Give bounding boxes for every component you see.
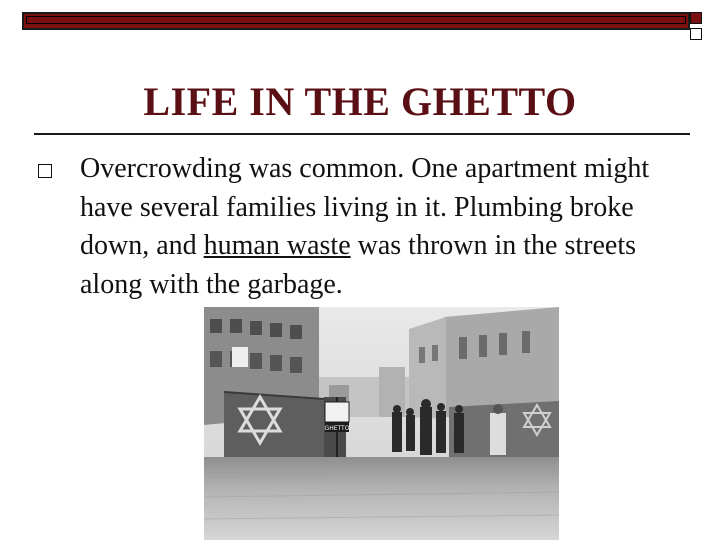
bullet-text — [80, 150, 700, 304]
ghetto-street-photo — [204, 307, 559, 540]
corner-square-icon — [690, 12, 702, 24]
ghetto-sign-text: GHETTO — [324, 425, 350, 432]
bullet-square-icon — [38, 164, 52, 178]
corner-square-outline-icon — [690, 28, 702, 40]
bullet-text-before: Overcrowding was common. One apartment might have several families living in it. Plumbing broke down, and — [80, 153, 650, 261]
title-divider — [34, 133, 690, 135]
top-decorative-bar — [22, 12, 690, 30]
bullet-text-underlined: human waste — [203, 230, 351, 261]
ghetto-fence-left — [224, 392, 324, 459]
top-bar-lower-band — [24, 25, 688, 28]
cobblestone-street — [204, 457, 559, 540]
bullet-text-after: was thrown in the streets along with the garbage. — [80, 230, 637, 300]
top-bar-inner-line — [26, 16, 686, 24]
slide-title: LIFE IN THE GHETTO — [143, 79, 577, 124]
